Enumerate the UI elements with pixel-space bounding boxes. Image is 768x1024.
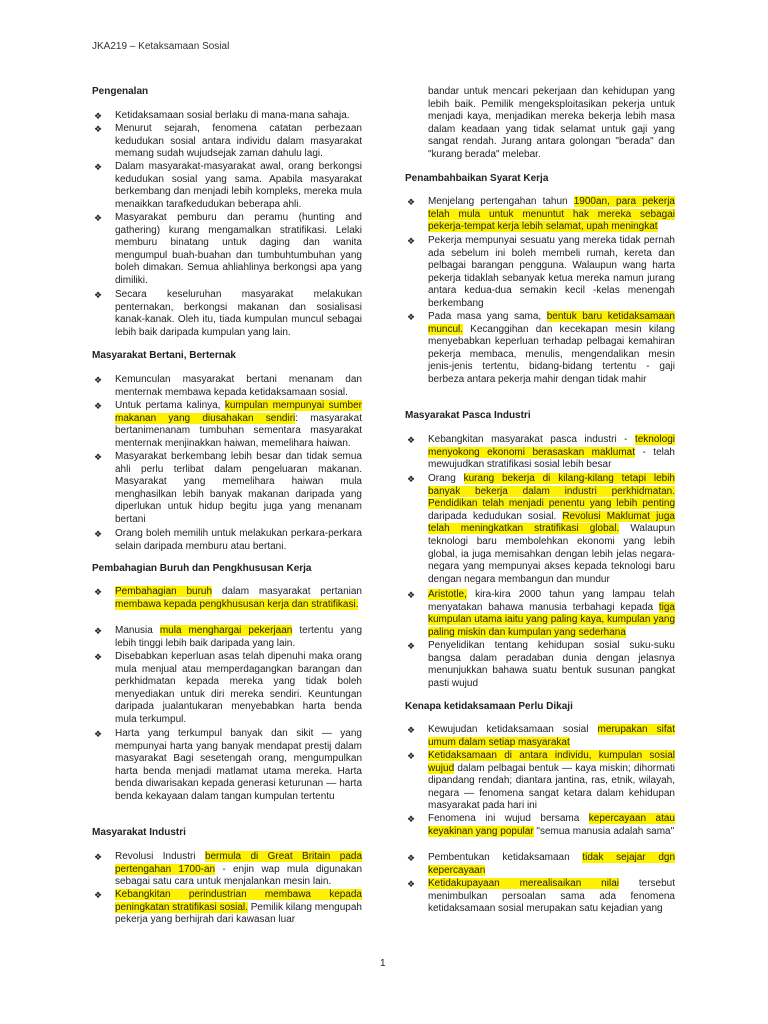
list-item-text: Dalam masyarakat-masyarakat awal, orang berkongsi kedudukan sosial yang sama. Apabila masyarakat berkembang dan menjadi lebih kompleks, mereka mula menaikkan tarafkedudukan beberapa ahli. (115, 161, 362, 210)
bullet-icon: ❖ (94, 652, 103, 662)
highlighted-text: bermula di Great Britain pada pertengahan 1700-an (115, 851, 363, 875)
list-item (92, 651, 362, 727)
bullet-icon: ❖ (94, 452, 103, 462)
list-item (92, 451, 362, 527)
list-item-text: Secara keseluruhan masyarakat melakukan penternakan, berkongsi makanan dan sosialisasi kanak-kanak. Oleh itu, tiada kumpulan muncul sebagai lebih baik daripada kumpulan yang lain. (115, 289, 362, 338)
list-item (92, 374, 362, 399)
list-item-text: Harta yang terkumpul banyak dan sikit — yang mempunyai harta yang banyak mendapat prestij dalam masyarakat Bagi sesetengah orang, mengumpulkan harta benda menjadi matlamat utama mereka. Harta benda diwarisakan kepada generasi keturunan — harta benda kekayaan dalam tangan kumpulan tertentu (115, 728, 362, 802)
highlighted-text: membawa kepada pengkhususan kerja dan stratifikasi. (115, 598, 359, 610)
list-item-text: Kebangkitan masyarakat pasca industri - teknologi menyokong ekonomi berasaskan maklumat - telah mewujudkan stratifikasi sosial lebih besar (428, 434, 675, 471)
section-heading-pembahagian-buruh: Pembahagian Buruh dan Pengkhususan Kerja (92, 563, 312, 574)
list-item (92, 161, 362, 211)
section-heading-pengenalan: Pengenalan (92, 86, 149, 97)
bullet-icon: ❖ (94, 111, 103, 121)
bullet-icon: ❖ (407, 814, 416, 824)
list-item-text: Pada masa yang sama, bentuk baru ketidaksamaan muncul. Kecanggihan dan kecekapan mesin kilang menyebabkan keperluan terhadap pelbagai kemahiran pekerja membaca, menulis, mengendalikan mesin jenis-jenis tertentu, bidang-bidang tertentu - gaji berbeza antara pekerja mahir dengan tidak mahir (428, 311, 675, 385)
list-item-text: Aristotle, kira-kira 2000 tahun yang lampau telah menyatakan bahawa manusia terbahagi kepada tiga kumpulan utama iaitu yang paling kaya, kumpulan yang paling miskin dan kumpulan yang sederhana (428, 589, 675, 638)
bullet-icon: ❖ (407, 474, 416, 484)
continued-paragraph: bandar untuk mencari pekerjaan dan kehidupan yang lebih baik. Pemilik mengeksploitasikan pekerja untuk menjadi kaya, menjadikan mereka bekerja lebih masa dalam keadaan yang tidak selamat untuk gaji yang sangat rendah. Jurang antara golongan "berada" dan "kurang berada" melebar. (428, 86, 675, 160)
bullet-icon: ❖ (94, 401, 103, 411)
list-item-text: Kebangkitan perindustrian membawa kepada peningkatan stratifikasi sosial. Pemilik kilang mengupah pekerja yang berhijrah dari kawasan luar (115, 889, 362, 926)
section-heading-kenapa-dikaji: Kenapa ketidaksamaan Perlu Dikaji (405, 701, 573, 712)
list-item (92, 123, 362, 161)
section-heading-industri: Masyarakat Industri (92, 827, 186, 838)
bullet-icon: ❖ (94, 124, 103, 134)
list-item (92, 110, 362, 123)
list-item-text: Pekerja mempunyai sesuatu yang mereka tidak pernah ada sebelum ini boleh membeli rumah, kereta dan pelbagai barangan pengguna. Walaupun wang harta pekerja tidaklah sebanyak ketua mereka namun jurang antara kedua-dua semakin kecil -kelas menengah berkembang (428, 235, 675, 309)
list-item-text: Ketidakupayaan merealisaikan nilai tersebut menimbulkan persoalan sama ada fenomena ketidaksamaan sosial merupakan satu kejadian yang (428, 878, 675, 915)
highlighted-text: bentuk baru ketidaksamaan muncul. (428, 311, 675, 335)
list-item (92, 851, 362, 889)
bullet-icon: ❖ (407, 879, 416, 889)
highlighted-text: Ketidakupayaan merealisaikan nilai (428, 878, 619, 889)
highlighted-text: kepercayaan atau keyakinan yang popular (428, 813, 675, 837)
bullet-icon: ❖ (407, 312, 416, 322)
list-item-text: Menurut sejarah, fenomena catatan perbezaan kedudukan sosial antara individu dalam masyarakat memang sudah wujudsejak zaman dahulu lagi. (115, 123, 362, 160)
list-item-text: Pembahagian buruh dalam masyarakat pertanian membawa kepada pengkhususan kerja dan stratifikasi. (115, 586, 362, 610)
list-item (405, 852, 675, 877)
page-number: 1 (380, 958, 386, 969)
bullet-icon: ❖ (94, 729, 103, 739)
list-item (92, 212, 362, 288)
list-item-text: Ketidaksamaan di antara individu, kumpulan sosial wujud dalam pelbagai bentuk — kaya miskin; dihormati dipandang rendah; diantara jantina, ras, etnik, wilayah, negara — fenomena sangat ketara dalam kehidupan masyarakat pada hari ini (428, 750, 675, 812)
highlighted-text: Ketidaksamaan di antara individu, kumpulan sosial wujud (428, 750, 675, 774)
list-item-text: Pembentukan ketidaksamaan tidak sejajar dgn kepercayaan (428, 852, 676, 876)
list-item (92, 625, 362, 650)
list-item (405, 813, 675, 838)
highlighted-text: merupakan sifat umum dalam setiap masyarakat (428, 724, 675, 748)
section-heading-penambahbaikan: Penambahbaikan Syarat Kerja (405, 173, 549, 184)
highlighted-text: Kebangkitan perindustrian membawa kepada peningkatan stratifikasi sosial. (115, 889, 362, 913)
highlighted-text: 1900an, para pekerja telah mula untuk menuntut hak mereka sebagai pekerja-tempat kerja lebih selamat, upah meningkat (428, 196, 675, 233)
bullet-icon: ❖ (407, 751, 416, 761)
bullet-icon: ❖ (94, 626, 103, 636)
list-item-text: Orang boleh memilih untuk melakukan perkara-perkara selain daripada memburu atau bertani. (115, 528, 362, 552)
bullet-icon: ❖ (407, 853, 416, 863)
list-item (405, 724, 675, 749)
list-item (405, 640, 675, 690)
list-item-text: Untuk pertama kalinya, kumpulan mempunyai sumber makanan yang diusahakan sendiri: masyarakat bertanimenanam tumbuhan sementara masyarakat menternak menjinakkan haiwan, memelihara haiwan. (115, 400, 362, 449)
highlighted-text: tidak sejajar dgn kepercayaan (428, 852, 676, 876)
highlighted-text: Pembahagian buruh (115, 586, 213, 597)
list-item (92, 586, 362, 611)
list-item (405, 235, 675, 311)
list-item (405, 878, 675, 916)
bullet-icon: ❖ (94, 587, 103, 597)
highlighted-text: Aristotle, (428, 589, 467, 600)
bullet-icon: ❖ (407, 641, 416, 651)
highlighted-text: kurang bekerja di kilang-kilang tetapi lebih banyak bekerja dalam industri perkhidmatan. Pendidikan telah menjadi penentu yang lebih penting (428, 473, 675, 510)
list-item-text: Menjelang pertengahan tahun 1900an, para pekerja telah mula untuk menuntut hak mereka sebagai pekerja-tempat kerja lebih selamat, upah meningkat (428, 196, 675, 233)
list-item (92, 289, 362, 339)
bullet-icon: ❖ (407, 197, 416, 207)
highlighted-text: kumpulan mempunyai sumber makanan yang diusahakan sendiri (115, 400, 362, 424)
bullet-icon: ❖ (407, 236, 416, 246)
bullet-icon: ❖ (407, 725, 416, 735)
section-heading-bertani: Masyarakat Bertani, Berternak (92, 350, 236, 361)
bullet-icon: ❖ (407, 590, 416, 600)
list-item-text: Kemunculan masyarakat bertani menanam dan menternak membawa kepada ketidaksamaan sosial. (115, 374, 362, 398)
list-item-text: Penyelidikan tentang kehidupan sosial suku-suku bangsa dalam peradaban dunia dengan jelasnya menunjukkan bahawa suatu bentuk susunan pangkat pasti wujud (428, 640, 675, 689)
list-item-text: Masyarakat berkembang lebih besar dan tidak semua ahli perlu terlibat dalam pengeluaran makanan. Masyarakat yang memelihara haiwan mula menghasilkan lebih banyak makanan daripada yang diperlukan untuk hidup begitu juga yang menanam bertani (115, 451, 362, 525)
list-item (405, 473, 675, 586)
list-item (405, 196, 675, 234)
highlighted-text: mula menghargai pekerjaan (159, 625, 293, 636)
bullet-icon: ❖ (407, 435, 416, 445)
highlighted-text: teknologi menyokong ekonomi berasaskan maklumat (428, 434, 675, 458)
bullet-icon: ❖ (94, 529, 103, 539)
highlighted-text: tiga kumpulan utama iaitu yang paling kaya, kumpulan yang paling miskin dan kumpulan yang sederhana (428, 601, 675, 638)
page-header: JKA219 – Ketaksamaan Sosial (92, 41, 230, 52)
list-item (405, 589, 675, 639)
list-item-text: Kewujudan ketidaksamaan sosial merupakan sifat umum dalam setiap masyarakat (428, 724, 675, 748)
list-item (92, 400, 362, 450)
bullet-icon: ❖ (94, 852, 103, 862)
list-item (92, 528, 362, 553)
list-item (405, 311, 675, 387)
bullet-icon: ❖ (94, 162, 103, 172)
list-item (405, 434, 675, 472)
list-item-text: Revolusi Industri bermula di Great Britain pada pertengahan 1700-an - enjin wap mula digunakan sebagai satu cara untuk menjalankan mesin lain. (115, 851, 363, 888)
bullet-icon: ❖ (94, 213, 103, 223)
highlighted-text: Revolusi Maklumat juga telah meningkatkan stratifikasi global. (428, 510, 675, 535)
list-item-text: Disebabkan keperluan asas telah dipenuhi maka orang mula menjual atau memperdagangkan barangan dan perkhidmatan kepada mereka yang tidak boleh menyediakan untuk diri mereka sendiri. Keuntungan daripada jualantukaran menyebabkan harta benda mula terkumpul. (115, 651, 362, 725)
list-item-text: Manusia mula menghargai pekerjaan tertentu yang lebih tinggi lebih baik daripada yang lain. (115, 625, 362, 649)
list-item-text: Masyarakat pemburu dan peramu (hunting and gathering) kurang mengamalkan stratifikasi. Lelaki memburu binatang untuk daging dan wanita mengumpul buah-buahan dan tumbuhtumbuhan yang boleh dimakan. Semua ahliahlinya berkongsi apa yang dimiliki. (115, 212, 362, 286)
bullet-icon: ❖ (94, 375, 103, 385)
list-item (92, 728, 362, 804)
section-heading-pasca-industri: Masyarakat Pasca Industri (405, 410, 531, 421)
list-item (92, 889, 362, 927)
list-item (405, 750, 675, 813)
list-item-text: Ketidaksamaan sosial berlaku di mana-mana sahaja. (115, 110, 350, 121)
bullet-icon: ❖ (94, 890, 103, 900)
list-item-text: Orang kurang bekerja di kilang-kilang tetapi lebih banyak bekerja dalam industri perkhidmatan. Pendidikan telah menjadi penentu yang lebih penting daripada kedudukan sosial. Revolusi Maklumat juga telah meningkatkan stratifikasi global. Walaupun teknologi baru membolehkan ekonomi yang lebih global, ia juga memisahkan dengan lebih jelas negara-negara yang mempunyai akses kepada teknologi baru dengan negara membangun dan mundur (428, 473, 676, 585)
list-item-text: Fenomena ini wujud bersama kepercayaan atau keyakinan yang popular "semua manusia adalah sama" (428, 813, 675, 837)
bullet-icon: ❖ (94, 290, 103, 300)
